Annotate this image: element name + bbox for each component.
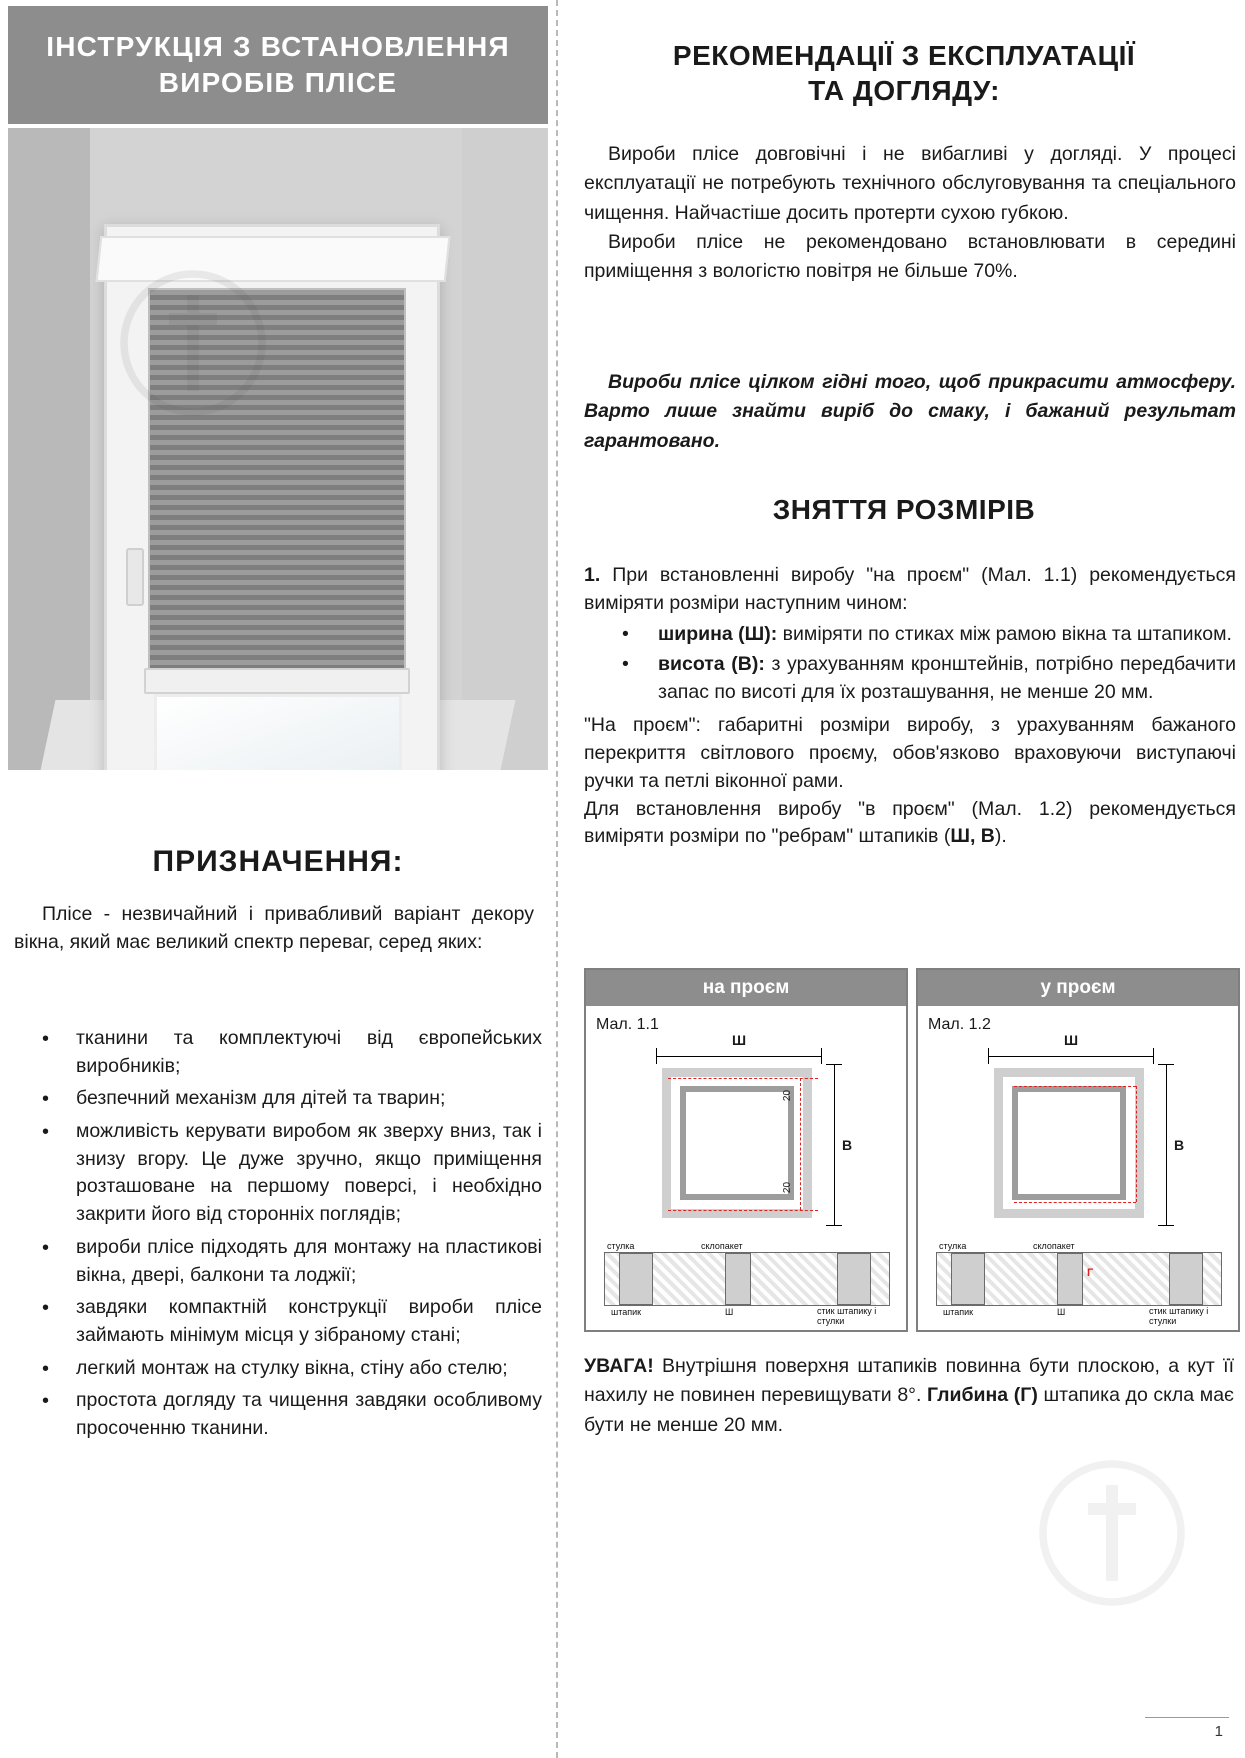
warning-text-2: штапика до скла має бути не менше 20 мм. (584, 1384, 1234, 1436)
measurement-title: ЗНЯТТЯ РОЗМІРІВ (772, 494, 1036, 525)
care-title-line2: ТА ДОГЛЯДУ: (808, 75, 1000, 106)
measurement-step-text: При встановленні виробу "на проєм" (Мал. 1.1) рекомендується виміряти розміри наступним чином: (584, 564, 1236, 614)
diagram-2-width-dimension (988, 1032, 1154, 1064)
diagram-1-label-sash: стулка (607, 1241, 635, 1251)
purpose-intro (14, 900, 534, 957)
warning-text-1: Внутрішня поверхня штапиків повинна бути плоскою, а кут її нахилу не повинен перевищувати 8°. (584, 1355, 1234, 1407)
warning-depth-label: Глибина (Г) (927, 1384, 1038, 1407)
photo-blind-bottom-bar (144, 668, 410, 694)
measurement-step-1 (584, 562, 1236, 617)
diagram-1-label-glass: склопакет (701, 1241, 743, 1251)
diagram-2-section-block-right (1169, 1253, 1203, 1305)
page-footer-rule (1145, 1717, 1229, 1718)
diagram-1-height-dimension (826, 1064, 853, 1226)
diagram-1-title: на проєм (586, 970, 906, 1006)
measure-height-label: висота (В): (658, 653, 765, 676)
diagram-2-height-dimension (1158, 1064, 1185, 1226)
diagram-1-label-w: Ш (725, 1307, 734, 1317)
diagram-in-opening (916, 968, 1240, 1332)
diagram-2-label-bead: штапик (943, 1307, 974, 1317)
diagram-1-label-joint: стик штапику і стулки (817, 1306, 877, 1326)
list-item: • безпечний механізм для дітей та тварин; (76, 1085, 542, 1113)
column-divider (556, 0, 558, 1758)
care-paragraph-2: Вироби пліcе не рекомендовано встановлювати в середині приміщення з вологістю повітря не більше 70%. (584, 230, 1236, 282)
measurement-paragraph-3-text: Для встановлення виробу "в проєм" (Мал. 1.2) рекомендується виміряти розміри по "ребрам" штапиків ( (584, 797, 1236, 848)
list-item: • простота догляду та чищення завдяки особливому просоченню тканини. (76, 1387, 542, 1442)
purpose-bullet-list (14, 1025, 542, 1448)
warning-label: УВАГА! (584, 1355, 654, 1377)
measurement-step-number: 1. (584, 564, 601, 586)
page-number: 1 (1214, 1723, 1223, 1740)
purpose-title: ПРИЗНАЧЕННЯ: (152, 845, 404, 878)
watermark-logo-bottom-icon (1037, 1458, 1187, 1608)
diagram-2-caption: Мал. 1.2 (928, 1016, 991, 1033)
measure-width-label: ширина (Ш): (658, 623, 778, 646)
diagram-1-height-label: В (842, 1137, 853, 1153)
measurement-symbols: Ш, В (950, 825, 995, 848)
diagram-1-caption: Мал. 1.1 (596, 1016, 659, 1033)
diagram-2-section-view (936, 1241, 1222, 1326)
photo-glass (154, 694, 402, 770)
diagram-2-label-w: Ш (1057, 1307, 1066, 1317)
left-header-banner (8, 6, 548, 124)
diagram-2-window (994, 1068, 1144, 1218)
care-highlight (584, 368, 1236, 456)
measurement-paragraph-3 (584, 796, 1236, 851)
care-highlight-text: Вироби пліcе цілком гідні того, щоб прикрасити атмосферу. Варто лише знайти виріб до смаку, і бажаний результат гарантовано. (584, 371, 1236, 452)
diagram-1-section-block-mid (725, 1253, 751, 1305)
diagram-1-section-view (604, 1241, 890, 1326)
measurement-paragraph-3-end: ). (994, 825, 1007, 848)
left-column (0, 0, 556, 1758)
measure-width-text: виміряти по стиках між рамою вікна та штапиком. (777, 623, 1232, 646)
measurement-diagrams (584, 968, 1244, 1328)
warning-note (584, 1352, 1234, 1440)
measurement-instructions (584, 562, 1236, 851)
left-header-line1: ІНСТРУКЦІЯ З ВСТАНОВЛЕННЯ (46, 30, 510, 62)
diagram-1-red-line-bottom (668, 1210, 818, 1211)
diagram-2-body (918, 1032, 1238, 1328)
diagram-1-section-block-left (619, 1253, 653, 1305)
measurement-paragraph-2: "На проєм": габаритні розміри виробу, з урахуванням бажаного перекриття світлового проєму, обов'язково враховуючи виступаючі ручки та петлі віконної рами. (584, 714, 1236, 792)
diagram-1-body (586, 1032, 906, 1328)
photo-wall-left (8, 128, 90, 770)
diagram-2-section-block-mid (1057, 1253, 1083, 1305)
diagram-1-section-block-right (837, 1253, 871, 1305)
watermark-logo-icon (118, 268, 268, 418)
list-item: • тканини та комплектуючі від європейських виробників; (76, 1025, 542, 1080)
diagram-2-section-block-left (951, 1253, 985, 1305)
list-item: • завдяки компактній конструкції вироби пліcе займають мінімум місця у зібраному стані; (76, 1294, 542, 1349)
diagram-1-width-label: Ш (729, 1032, 749, 1048)
list-item (658, 651, 1236, 706)
measure-height-text: з урахуванням кронштейнів, потрібно передбачити запас по висоті для їх розташування, не менше 20 мм. (658, 653, 1237, 703)
diagram-2-width-label: Ш (1061, 1032, 1081, 1048)
diagram-2-red-line-top (1014, 1086, 1136, 1087)
care-title (574, 38, 1234, 108)
diagram-2-label-joint: стик штапику і стулки (1149, 1306, 1209, 1326)
list-item: • можливість керувати виробом як зверху вниз, так і знизу вгору. Це дуже зручно, якщо приміщення розташоване на першому поверсі, і необхідно закрити його від сторонніх поглядів; (76, 1118, 542, 1229)
photo-window-handle (126, 548, 144, 606)
diagram-1-red-line-right (800, 1078, 801, 1210)
product-photo (8, 128, 548, 770)
photo-wall-right (452, 128, 548, 770)
care-paragraph-1: Вироби пліcе довговічні і не вибагливі у догляді. У процесі експлуатації не потребують технічного обслуговування та спеціального чищення. Найчастіше досить протерти сухою губкою. (584, 143, 1236, 224)
diagram-1-width-dimension (656, 1032, 822, 1064)
purpose-intro-text: Пліcе - незвичайний і привабливий варіант декору вікна, який має великий спектр переваг, серед яких: (14, 903, 534, 954)
diagram-2-label-sash: стулка (939, 1241, 967, 1251)
list-item (658, 621, 1236, 649)
diagram-1-label-bead: штапик (611, 1307, 642, 1317)
diagram-2-depth-marker: Г (1087, 1267, 1094, 1279)
left-header-line2: ВИРОБІВ ПЛІСЕ (158, 67, 398, 98)
diagram-2-title: у проєм (918, 970, 1238, 1006)
diagram-1-mark-top: 20 (782, 1089, 794, 1102)
diagram-1-mark-bottom: 20 (782, 1181, 794, 1194)
diagram-2-red-line-right (1136, 1086, 1137, 1202)
care-title-line1: РЕКОМЕНДАЦІЇ З ЕКСПЛУАТАЦІЇ (672, 40, 1136, 71)
diagram-2-red-line-bottom (1014, 1202, 1136, 1203)
diagram-1-red-line-top (668, 1078, 818, 1079)
diagram-2-label-glass: склопакет (1033, 1241, 1075, 1251)
care-paragraphs (584, 140, 1236, 286)
list-item: • вироби пліcе підходять для монтажу на пластикові вікна, двері, балкони та лоджії; (76, 1234, 542, 1289)
diagram-2-height-label: В (1174, 1137, 1185, 1153)
diagram-on-opening (584, 968, 908, 1332)
list-item: • легкий монтаж на стулку вікна, стіну або стелю; (76, 1355, 542, 1383)
